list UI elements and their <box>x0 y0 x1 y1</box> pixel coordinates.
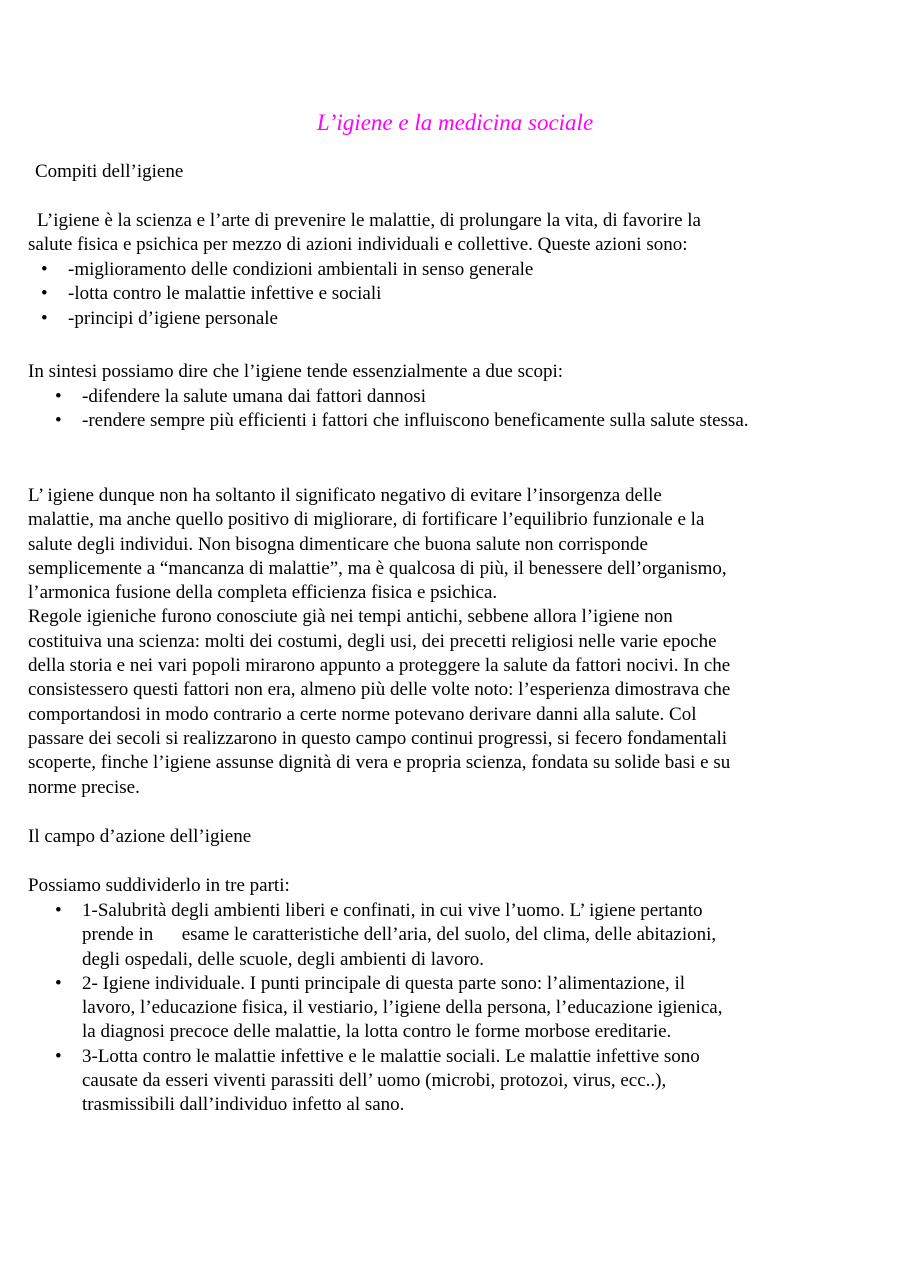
list-item <box>28 258 808 282</box>
bullet-icon: • <box>55 972 62 994</box>
paragraph-line: Regole igieniche furono conosciute già nei tempi antichi, sebbene allora l’igiene non <box>28 606 673 628</box>
paragraph-line: semplicemente a “mancanza di malattie”, ma è qualcosa di più, il benessere dell’organismo, <box>28 557 727 579</box>
paragraph-line: malattie, ma anche quello positivo di migliorare, di fortificare l’equilibrio funzionale e la <box>28 509 705 531</box>
list-item-text: -principi d’igiene personale <box>68 307 278 329</box>
list-item-line: la diagnosi precoce delle malattie, la lotta contro le forme morbose ereditarie. <box>82 1021 672 1043</box>
list-item-text: -lotta contro le malattie infettive e sociali <box>68 283 382 305</box>
list-item-line: prende in esame le caratteristiche dell’aria, del suolo, del clima, delle abitazioni, <box>82 924 717 946</box>
paragraph-line: costituiva una scienza: molti dei costumi, degli usi, dei precetti religiosi nelle varie epoche <box>28 630 717 652</box>
paragraph-line: passare dei secoli si realizzarono in questo campo continui progressi, si fecero fondamentali <box>28 727 728 749</box>
list-item-line: degli ospedali, delle scuole, degli ambienti di lavoro. <box>82 948 485 970</box>
paragraph-line: L’ igiene dunque non ha soltanto il significato negativo di evitare l’insorgenza delle <box>28 485 662 506</box>
document-title: L’igiene e la medicina sociale <box>316 110 594 135</box>
bullet-icon: • <box>41 307 48 329</box>
bullet-icon: • <box>55 900 62 921</box>
bullet-icon: • <box>55 386 62 407</box>
paragraph-line: della storia e nei vari popoli mirarono appunto a proteggere la salute da fattori nocivi. In che <box>28 655 731 677</box>
parts-intro: Possiamo suddividerlo in tre parti: <box>28 875 290 896</box>
list-item-text: -rendere sempre più efficienti i fattori che influiscono beneficamente sulla salute stessa. <box>82 410 749 432</box>
list-item-text: -miglioramento delle condizioni ambientali in senso generale <box>68 259 534 280</box>
list-item-line: causate da esseri viventi parassiti dell’ uomo (microbi, protozoi, virus, ecc..), <box>82 1070 667 1092</box>
paragraph-line: salute degli individui. Non bisogna dimenticare che buona salute non corrisponde <box>28 533 648 555</box>
section-heading-text: Compiti dell’igiene <box>35 161 184 182</box>
bullet-icon: • <box>41 283 48 305</box>
list-item <box>28 972 818 1045</box>
bullet-icon: • <box>55 1045 62 1067</box>
intro-paragraph <box>28 209 818 258</box>
bullet-icon: • <box>55 410 62 432</box>
body-paragraph <box>28 484 828 800</box>
bullet-icon: • <box>41 259 48 280</box>
list-item-line: trasmissibili dall’individuo infetto al sano. <box>82 1094 405 1116</box>
intro-line: L’igiene è la scienza e l’arte di prevenire le malattie, di prolungare la vita, di favorire la <box>37 210 701 231</box>
list-item-text: -difendere la salute umana dai fattori dannosi <box>82 386 426 407</box>
list-item <box>28 899 818 972</box>
section-heading-campo: Il campo d’azione dell’igiene <box>28 826 252 847</box>
list-item-line: 2- Igiene individuale. I punti principale di questa parte sono: l’alimentazione, il <box>82 972 686 994</box>
list-item-line: lavoro, l’educazione fisica, il vestiario, l’igiene della persona, l’educazione igienica, <box>82 997 723 1019</box>
paragraph-line: norme precise. <box>28 776 140 798</box>
paragraph-line: comportandosi in modo contrario a certe norme potevano derivare danni alla salute. Col <box>28 703 697 725</box>
list-item <box>28 307 808 331</box>
paragraph-line: l’armonica fusione della completa efficienza fisica e psichica. <box>28 582 498 604</box>
paragraph-line: scoperte, finche l’igiene assunse dignità di vera e propria scienza, fondata su solide basi e su <box>28 752 731 774</box>
list-item <box>28 1045 818 1118</box>
list-item-line: 1-Salubrità degli ambienti liberi e confinati, in cui vive l’uomo. L’ igiene pertanto <box>82 900 703 921</box>
aims-list <box>28 385 814 434</box>
list-item <box>28 385 814 409</box>
intro-line: salute fisica e psichica per mezzo di azioni individuali e collettive. Queste azioni sono: <box>28 234 688 256</box>
actions-list <box>28 258 808 331</box>
section-heading-compiti <box>35 160 825 184</box>
list-item-line: 3-Lotta contro le malattie infettive e le malattie sociali. Le malattie infettive sono <box>82 1045 700 1067</box>
list-item <box>28 409 814 433</box>
paragraph-line: consistessero questi fattori non era, almeno più delle volte noto: l’esperienza dimostrava che <box>28 679 731 701</box>
parts-list <box>28 899 818 1118</box>
list-item <box>28 282 808 306</box>
synthesis-line: In sintesi possiamo dire che l’igiene tende essenzialmente a due scopi: <box>28 361 563 382</box>
